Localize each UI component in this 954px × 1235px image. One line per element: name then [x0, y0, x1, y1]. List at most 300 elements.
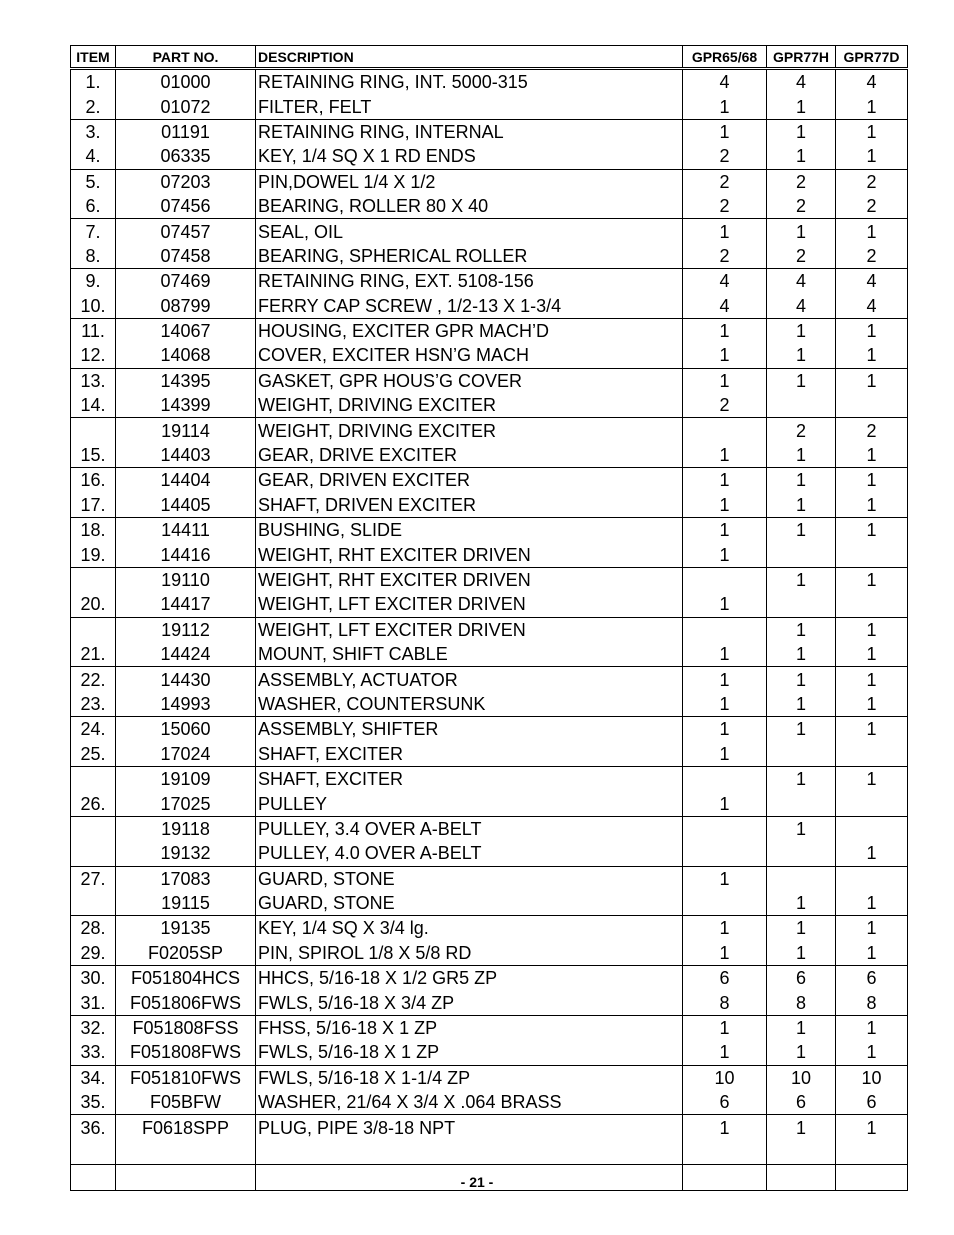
part-no-cell: 19115 — [116, 891, 256, 916]
qty-gpr65-68-cell: 1 — [683, 941, 767, 966]
qty-gpr77h-cell: 4 — [767, 294, 836, 319]
part-no-cell: 15060 — [116, 717, 256, 742]
table-row — [71, 742, 908, 767]
description-cell: SHAFT, DRIVEN EXCITER — [256, 493, 683, 518]
qty-gpr77h-cell: 1 — [767, 642, 836, 667]
qty-gpr77d-cell: 6 — [836, 966, 908, 991]
qty-gpr65-68-cell: 10 — [683, 1065, 767, 1090]
description-cell: GEAR, DRIVEN EXCITER — [256, 468, 683, 493]
description-cell: GUARD, STONE — [256, 891, 683, 916]
qty-gpr77h-cell: 1 — [767, 816, 836, 841]
qty-gpr77h-cell: 1 — [767, 144, 836, 169]
qty-gpr65-68-cell — [683, 891, 767, 916]
item-cell: 23. — [71, 692, 116, 717]
description-cell: FHSS, 5/16-18 X 1 ZP — [256, 1015, 683, 1040]
description-cell: PIN, SPIROL 1/8 X 5/8 RD — [256, 941, 683, 966]
item-cell: 7. — [71, 219, 116, 244]
item-cell: 2. — [71, 94, 116, 119]
item-cell — [71, 816, 116, 841]
table-row — [71, 119, 908, 144]
header-item: ITEM — [71, 46, 116, 69]
qty-gpr77h-cell: 1 — [767, 94, 836, 119]
item-cell: 28. — [71, 916, 116, 941]
qty-gpr77h-cell: 1 — [767, 766, 836, 791]
part-no-cell: 14417 — [116, 592, 256, 617]
qty-gpr77d-cell: 1 — [836, 318, 908, 343]
item-cell — [71, 418, 116, 443]
description-cell: SHAFT, EXCITER — [256, 742, 683, 767]
table-row — [71, 443, 908, 468]
qty-gpr77h-cell — [767, 393, 836, 418]
table-row — [71, 542, 908, 567]
qty-gpr77d-cell: 1 — [836, 667, 908, 692]
table-row — [71, 294, 908, 319]
qty-gpr77d-cell — [836, 742, 908, 767]
item-cell: 33. — [71, 1040, 116, 1065]
item-cell: 11. — [71, 318, 116, 343]
part-no-cell: 01072 — [116, 94, 256, 119]
qty-gpr65-68-cell — [683, 418, 767, 443]
qty-gpr77d-cell: 4 — [836, 69, 908, 95]
description-cell: ASSEMBLY, ACTUATOR — [256, 667, 683, 692]
item-cell: 30. — [71, 966, 116, 991]
item-cell: 26. — [71, 791, 116, 816]
qty-gpr77d-cell: 6 — [836, 1090, 908, 1115]
qty-gpr77d-cell: 1 — [836, 916, 908, 941]
header-row — [71, 46, 908, 69]
qty-gpr65-68-cell: 1 — [683, 592, 767, 617]
item-cell: 12. — [71, 343, 116, 368]
table-row — [71, 418, 908, 443]
description-cell: FWLS, 5/16-18 X 3/4 ZP — [256, 990, 683, 1015]
part-no-cell: 14403 — [116, 443, 256, 468]
item-cell: 14. — [71, 393, 116, 418]
description-cell: ASSEMBLY, SHIFTER — [256, 717, 683, 742]
qty-gpr77h-cell: 1 — [767, 941, 836, 966]
qty-gpr77h-cell: 1 — [767, 493, 836, 518]
qty-gpr77d-cell: 1 — [836, 841, 908, 866]
item-cell — [71, 841, 116, 866]
table-row — [71, 717, 908, 742]
description-cell: BEARING, SPHERICAL ROLLER — [256, 244, 683, 269]
qty-gpr77d-cell: 4 — [836, 294, 908, 319]
description-cell: WEIGHT, DRIVING EXCITER — [256, 418, 683, 443]
qty-gpr77d-cell: 1 — [836, 119, 908, 144]
item-cell: 9. — [71, 269, 116, 294]
qty-gpr77d-cell: 1 — [836, 567, 908, 592]
qty-gpr77h-cell: 1 — [767, 119, 836, 144]
item-cell: 27. — [71, 866, 116, 891]
item-cell: 16. — [71, 468, 116, 493]
table-row — [71, 269, 908, 294]
item-cell: 25. — [71, 742, 116, 767]
qty-gpr77d-cell: 1 — [836, 368, 908, 393]
part-no-cell: 14068 — [116, 343, 256, 368]
table-row — [71, 990, 908, 1015]
description-cell: BUSHING, SLIDE — [256, 518, 683, 543]
qty-gpr65-68-cell: 1 — [683, 368, 767, 393]
qty-gpr65-68-cell: 1 — [683, 1015, 767, 1040]
part-no-cell: F051810FWS — [116, 1065, 256, 1090]
table-row — [71, 592, 908, 617]
qty-gpr65-68-cell: 1 — [683, 1040, 767, 1065]
qty-gpr65-68-cell: 4 — [683, 69, 767, 95]
description-cell: SHAFT, EXCITER — [256, 766, 683, 791]
qty-gpr65-68-cell: 2 — [683, 144, 767, 169]
qty-gpr77d-cell: 1 — [836, 219, 908, 244]
qty-gpr77h-cell: 2 — [767, 418, 836, 443]
table-row — [71, 393, 908, 418]
description-cell: KEY, 1/4 SQ X 1 RD ENDS — [256, 144, 683, 169]
qty-gpr65-68-cell: 1 — [683, 742, 767, 767]
description-cell: PULLEY, 4.0 OVER A-BELT — [256, 841, 683, 866]
table-row — [71, 1015, 908, 1040]
table-row — [71, 966, 908, 991]
table-row — [71, 1065, 908, 1090]
qty-gpr77h-cell: 1 — [767, 1115, 836, 1140]
item-cell: 3. — [71, 119, 116, 144]
description-cell: FILTER, FELT — [256, 94, 683, 119]
table-row — [71, 766, 908, 791]
description-cell: HHCS, 5/16-18 X 1/2 GR5 ZP — [256, 966, 683, 991]
item-cell: 18. — [71, 518, 116, 543]
item-cell: 24. — [71, 717, 116, 742]
qty-gpr65-68-cell: 1 — [683, 343, 767, 368]
qty-gpr77d-cell — [836, 592, 908, 617]
header-gpr77h: GPR77H — [767, 46, 836, 69]
qty-gpr77h-cell — [767, 592, 836, 617]
part-no-cell: F051806FWS — [116, 990, 256, 1015]
page-number: - 21 - — [460, 1174, 494, 1190]
qty-gpr77d-cell: 1 — [836, 343, 908, 368]
qty-gpr77h-cell: 1 — [767, 468, 836, 493]
item-cell — [71, 1140, 116, 1165]
qty-gpr77h-cell: 1 — [767, 567, 836, 592]
qty-gpr77h-cell: 1 — [767, 443, 836, 468]
table-row — [71, 841, 908, 866]
description-cell: RETAINING RING, INTERNAL — [256, 119, 683, 144]
table-row — [71, 567, 908, 592]
table-row — [71, 791, 908, 816]
qty-gpr77h-cell: 1 — [767, 343, 836, 368]
item-cell: 15. — [71, 443, 116, 468]
item-cell — [71, 567, 116, 592]
item-cell: 31. — [71, 990, 116, 1015]
part-no-cell: 06335 — [116, 144, 256, 169]
qty-gpr77d-cell: 1 — [836, 941, 908, 966]
qty-gpr65-68-cell: 1 — [683, 443, 767, 468]
description-cell: GASKET, GPR HOUS’G COVER — [256, 368, 683, 393]
qty-gpr77d-cell — [836, 542, 908, 567]
qty-gpr77d-cell: 1 — [836, 94, 908, 119]
qty-gpr77h-cell: 1 — [767, 916, 836, 941]
item-cell: 6. — [71, 194, 116, 219]
qty-gpr65-68-cell: 1 — [683, 318, 767, 343]
qty-gpr65-68-cell — [683, 567, 767, 592]
description-cell: FWLS, 5/16-18 X 1 ZP — [256, 1040, 683, 1065]
table-row — [71, 69, 908, 95]
description-cell: PULLEY, 3.4 OVER A-BELT — [256, 816, 683, 841]
item-cell: 34. — [71, 1065, 116, 1090]
qty-gpr77h-cell — [767, 791, 836, 816]
part-no-cell: F0618SPP — [116, 1115, 256, 1140]
table-row — [71, 1115, 908, 1140]
qty-gpr77h-cell — [767, 841, 836, 866]
description-cell: WEIGHT, RHT EXCITER DRIVEN — [256, 542, 683, 567]
item-cell: 29. — [71, 941, 116, 966]
qty-gpr65-68-cell: 1 — [683, 717, 767, 742]
table-row — [71, 617, 908, 642]
qty-gpr65-68-cell: 2 — [683, 244, 767, 269]
part-no-cell: 01191 — [116, 119, 256, 144]
qty-gpr65-68-cell: 2 — [683, 194, 767, 219]
qty-gpr77d-cell: 2 — [836, 169, 908, 194]
item-cell: 19. — [71, 542, 116, 567]
description-cell: WEIGHT, LFT EXCITER DRIVEN — [256, 617, 683, 642]
qty-gpr77d-cell: 1 — [836, 617, 908, 642]
table-row — [71, 244, 908, 269]
qty-gpr65-68-cell: 1 — [683, 119, 767, 144]
part-no-cell: 19110 — [116, 567, 256, 592]
qty-gpr65-68-cell: 1 — [683, 542, 767, 567]
qty-gpr77h-cell — [767, 742, 836, 767]
header-gpr77d: GPR77D — [836, 46, 908, 69]
qty-gpr77h-cell: 2 — [767, 194, 836, 219]
table-row — [71, 667, 908, 692]
part-no-cell: 14424 — [116, 642, 256, 667]
part-no-cell: 07457 — [116, 219, 256, 244]
item-cell: 20. — [71, 592, 116, 617]
part-no-cell — [116, 1140, 256, 1165]
qty-gpr77h-cell: 1 — [767, 1015, 836, 1040]
qty-gpr77h-cell: 8 — [767, 990, 836, 1015]
table-row — [71, 368, 908, 393]
item-cell: 35. — [71, 1090, 116, 1115]
header-part-no: PART NO. — [116, 46, 256, 69]
qty-gpr65-68-cell — [683, 766, 767, 791]
table-row — [71, 891, 908, 916]
item-cell: 21. — [71, 642, 116, 667]
qty-gpr65-68-cell: 6 — [683, 1090, 767, 1115]
item-cell: 17. — [71, 493, 116, 518]
part-no-cell: F051804HCS — [116, 966, 256, 991]
table-row — [71, 1140, 908, 1165]
table-row — [71, 194, 908, 219]
description-cell — [256, 1140, 683, 1165]
qty-gpr77d-cell — [836, 816, 908, 841]
part-no-cell: 14404 — [116, 468, 256, 493]
item-cell: 1. — [71, 69, 116, 95]
qty-gpr65-68-cell: 6 — [683, 966, 767, 991]
qty-gpr77h-cell: 1 — [767, 717, 836, 742]
qty-gpr65-68-cell: 8 — [683, 990, 767, 1015]
item-cell: 8. — [71, 244, 116, 269]
table-row — [71, 518, 908, 543]
qty-gpr77d-cell — [836, 866, 908, 891]
description-cell: FERRY CAP SCREW , 1/2-13 X 1-3/4 — [256, 294, 683, 319]
part-no-cell: 17024 — [116, 742, 256, 767]
qty-gpr77h-cell: 1 — [767, 368, 836, 393]
part-no-cell: 19132 — [116, 841, 256, 866]
table-row — [71, 318, 908, 343]
part-no-cell: 07458 — [116, 244, 256, 269]
part-no-cell: 17083 — [116, 866, 256, 891]
qty-gpr77h-cell: 2 — [767, 244, 836, 269]
item-cell — [71, 617, 116, 642]
parts-table — [70, 45, 908, 1191]
qty-gpr65-68-cell — [683, 1140, 767, 1165]
table-row — [71, 343, 908, 368]
qty-gpr77d-cell: 2 — [836, 194, 908, 219]
table-row — [71, 493, 908, 518]
description-cell: SEAL, OIL — [256, 219, 683, 244]
qty-gpr77d-cell: 1 — [836, 518, 908, 543]
qty-gpr77h-cell: 1 — [767, 219, 836, 244]
qty-gpr77h-cell: 1 — [767, 617, 836, 642]
qty-gpr65-68-cell: 1 — [683, 468, 767, 493]
qty-gpr77d-cell: 1 — [836, 642, 908, 667]
part-no-cell: 19114 — [116, 418, 256, 443]
part-no-cell: 14430 — [116, 667, 256, 692]
qty-gpr77h-cell: 1 — [767, 318, 836, 343]
parts-table-body — [71, 69, 908, 1191]
description-cell: WASHER, 21/64 X 3/4 X .064 BRASS — [256, 1090, 683, 1115]
qty-gpr77d-cell: 1 — [836, 1115, 908, 1140]
item-cell: 5. — [71, 169, 116, 194]
qty-gpr77d-cell — [836, 791, 908, 816]
part-no-cell: 07456 — [116, 194, 256, 219]
item-cell: 10. — [71, 294, 116, 319]
description-cell: FWLS, 5/16-18 X 1-1/4 ZP — [256, 1065, 683, 1090]
part-no-cell: 14411 — [116, 518, 256, 543]
qty-gpr77d-cell: 1 — [836, 443, 908, 468]
description-cell: RETAINING RING, INT. 5000-315 — [256, 69, 683, 95]
table-row — [71, 692, 908, 717]
part-no-cell: 14993 — [116, 692, 256, 717]
part-no-cell: 01000 — [116, 69, 256, 95]
qty-gpr77h-cell: 1 — [767, 1040, 836, 1065]
item-cell: 4. — [71, 144, 116, 169]
qty-gpr77d-cell: 1 — [836, 493, 908, 518]
item-cell: 22. — [71, 667, 116, 692]
description-cell: PULLEY — [256, 791, 683, 816]
qty-gpr77d-cell: 2 — [836, 244, 908, 269]
qty-gpr77d-cell: 2 — [836, 418, 908, 443]
qty-gpr77d-cell: 1 — [836, 468, 908, 493]
qty-gpr77d-cell: 1 — [836, 891, 908, 916]
part-no-cell: F05BFW — [116, 1090, 256, 1115]
qty-gpr77h-cell: 2 — [767, 169, 836, 194]
qty-gpr77d-cell: 1 — [836, 1040, 908, 1065]
qty-gpr65-68-cell: 4 — [683, 294, 767, 319]
table-row — [71, 642, 908, 667]
qty-gpr77h-cell: 4 — [767, 69, 836, 95]
description-cell: MOUNT, SHIFT CABLE — [256, 642, 683, 667]
qty-gpr65-68-cell: 4 — [683, 269, 767, 294]
qty-gpr77h-cell: 1 — [767, 891, 836, 916]
qty-gpr77h-cell — [767, 866, 836, 891]
qty-gpr65-68-cell: 1 — [683, 642, 767, 667]
part-no-cell: 14399 — [116, 393, 256, 418]
item-cell: 32. — [71, 1015, 116, 1040]
qty-gpr77d-cell: 1 — [836, 1015, 908, 1040]
qty-gpr77h-cell: 6 — [767, 1090, 836, 1115]
qty-gpr65-68-cell: 1 — [683, 916, 767, 941]
table-row — [71, 1040, 908, 1065]
item-cell — [71, 891, 116, 916]
item-cell: 36. — [71, 1115, 116, 1140]
table-row — [71, 219, 908, 244]
table-row — [71, 144, 908, 169]
description-cell: GEAR, DRIVE EXCITER — [256, 443, 683, 468]
table-row — [71, 866, 908, 891]
qty-gpr77d-cell: 4 — [836, 269, 908, 294]
description-cell: COVER, EXCITER HSN’G MACH — [256, 343, 683, 368]
qty-gpr77d-cell: 1 — [836, 144, 908, 169]
header-description: DESCRIPTION — [256, 46, 683, 69]
qty-gpr77h-cell: 6 — [767, 966, 836, 991]
qty-gpr65-68-cell: 1 — [683, 94, 767, 119]
description-cell: BEARING, ROLLER 80 X 40 — [256, 194, 683, 219]
qty-gpr77d-cell: 10 — [836, 1065, 908, 1090]
part-no-cell: 19109 — [116, 766, 256, 791]
qty-gpr65-68-cell — [683, 841, 767, 866]
qty-gpr65-68-cell: 2 — [683, 393, 767, 418]
qty-gpr65-68-cell: 1 — [683, 692, 767, 717]
qty-gpr65-68-cell: 1 — [683, 667, 767, 692]
qty-gpr65-68-cell: 1 — [683, 493, 767, 518]
table-row — [71, 916, 908, 941]
description-cell: RETAINING RING, EXT. 5108-156 — [256, 269, 683, 294]
table-row — [71, 941, 908, 966]
header-gpr65-68: GPR65/68 — [683, 46, 767, 69]
part-no-cell: 07469 — [116, 269, 256, 294]
qty-gpr77d-cell: 8 — [836, 990, 908, 1015]
item-cell — [71, 766, 116, 791]
qty-gpr77h-cell: 1 — [767, 518, 836, 543]
part-no-cell: 14067 — [116, 318, 256, 343]
table-row — [71, 169, 908, 194]
qty-gpr77d-cell: 1 — [836, 692, 908, 717]
qty-gpr65-68-cell: 1 — [683, 866, 767, 891]
qty-gpr77d-cell — [836, 393, 908, 418]
description-cell: GUARD, STONE — [256, 866, 683, 891]
description-cell: KEY, 1/4 SQ X 3/4 lg. — [256, 916, 683, 941]
qty-gpr65-68-cell — [683, 617, 767, 642]
part-no-cell: F0205SP — [116, 941, 256, 966]
qty-gpr65-68-cell — [683, 816, 767, 841]
table-row — [71, 816, 908, 841]
part-no-cell: F051808FSS — [116, 1015, 256, 1040]
qty-gpr65-68-cell: 1 — [683, 518, 767, 543]
qty-gpr77h-cell: 10 — [767, 1065, 836, 1090]
part-no-cell: 17025 — [116, 791, 256, 816]
table-row — [71, 468, 908, 493]
qty-gpr77d-cell: 1 — [836, 766, 908, 791]
part-no-cell: 07203 — [116, 169, 256, 194]
description-cell: HOUSING, EXCITER GPR MACH’D — [256, 318, 683, 343]
table-row — [71, 94, 908, 119]
description-cell: PIN,DOWEL 1/4 X 1/2 — [256, 169, 683, 194]
qty-gpr77d-cell: 1 — [836, 717, 908, 742]
part-no-cell: 08799 — [116, 294, 256, 319]
qty-gpr65-68-cell: 1 — [683, 791, 767, 816]
qty-gpr65-68-cell: 1 — [683, 1115, 767, 1140]
description-cell: WASHER, COUNTERSUNK — [256, 692, 683, 717]
qty-gpr65-68-cell: 1 — [683, 219, 767, 244]
description-cell: PLUG, PIPE 3/8-18 NPT — [256, 1115, 683, 1140]
part-no-cell: F051808FWS — [116, 1040, 256, 1065]
